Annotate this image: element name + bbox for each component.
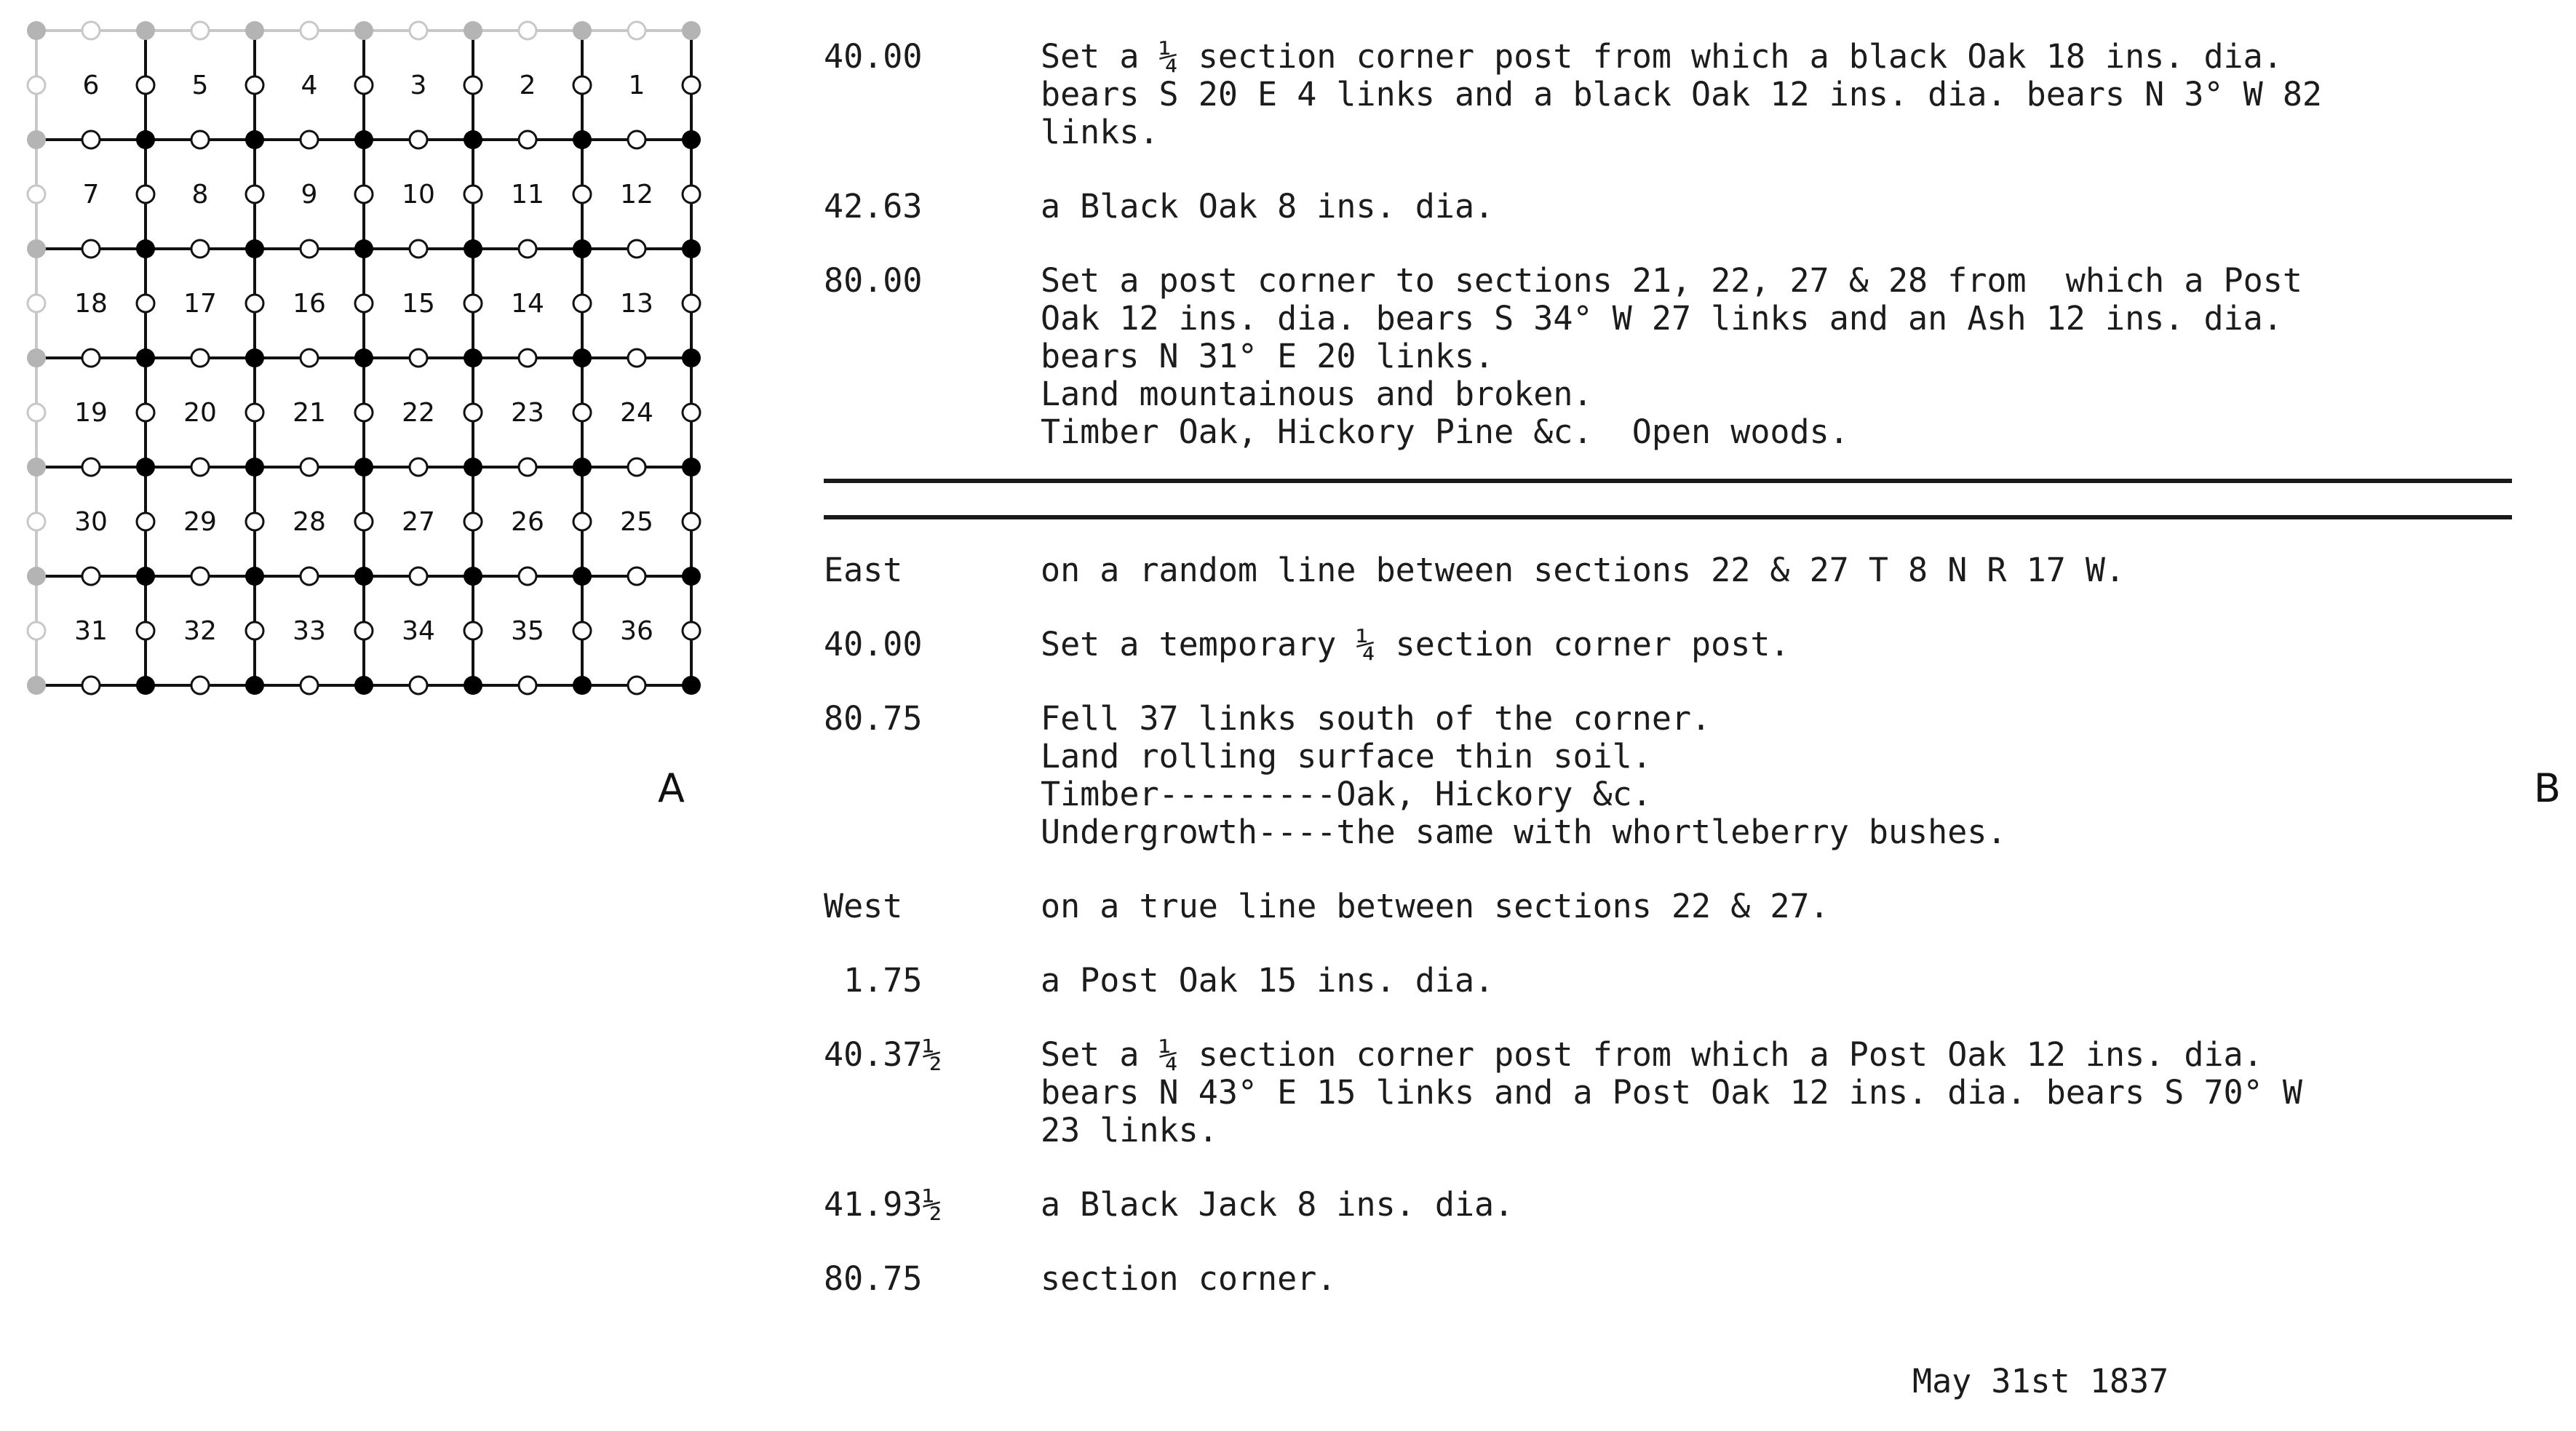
entry-line: Set a ¼ section corner post from which a black Oak 18 ins. dia.	[1041, 37, 2283, 76]
section-corner-marker	[573, 130, 592, 149]
entry-line: Land rolling surface thin soil.	[1041, 737, 1652, 776]
quarter-corner-marker	[464, 513, 482, 530]
quarter-corner-marker	[410, 349, 427, 367]
section-number: 11	[511, 180, 544, 210]
section-corner-marker	[682, 130, 701, 149]
quarter-corner-marker	[82, 22, 100, 39]
quarter-corner-marker	[410, 567, 427, 585]
quarter-corner-marker	[573, 622, 591, 639]
section-number: 16	[293, 289, 326, 319]
section-corner-marker	[573, 239, 592, 258]
section-number: 14	[511, 289, 544, 319]
section-number: 18	[74, 289, 108, 319]
section-corner-marker	[136, 130, 155, 149]
entry-description	[1041, 962, 2512, 1000]
entry-distance: 80.00	[824, 261, 923, 300]
field-note-entry	[824, 626, 2512, 663]
quarter-corner-marker	[82, 677, 100, 694]
quarter-corner-marker	[301, 458, 318, 476]
section-number: 25	[620, 507, 653, 537]
section-corner-marker	[136, 676, 155, 695]
quarter-corner-marker	[301, 349, 318, 367]
entry-line: a Black Oak 8 ins. dia.	[1041, 187, 1495, 226]
section-corner-marker	[27, 348, 46, 367]
quarter-corner-marker	[82, 240, 100, 258]
section-corner-marker	[136, 21, 155, 40]
quarter-corner-marker	[355, 295, 373, 312]
quarter-corner-marker	[410, 458, 427, 476]
entry-line: on a true line between sections 22 & 27.	[1041, 887, 1829, 925]
quarter-corner-marker	[573, 295, 591, 312]
entry-distance: 1.75	[824, 961, 923, 1000]
quarter-corner-marker	[519, 22, 536, 39]
quarter-corner-marker	[683, 76, 700, 94]
entry-line: bears S 20 E 4 links and a black Oak 12 ins. dia. bears N 3° W 82	[1041, 75, 2322, 113]
quarter-corner-marker	[137, 622, 154, 639]
quarter-corner-marker	[355, 622, 373, 639]
entry-line: on a random line between sections 22 & 27 T 8 N R 17 W.	[1041, 551, 2126, 589]
quarter-corner-marker	[137, 295, 154, 312]
section-number: 1	[628, 71, 645, 100]
quarter-corner-marker	[301, 677, 318, 694]
quarter-corner-marker	[82, 349, 100, 367]
section-corner-marker	[682, 567, 701, 586]
panel-label-b: B	[2534, 765, 2561, 811]
quarter-corner-marker	[28, 76, 45, 94]
quarter-corner-marker	[246, 295, 263, 312]
section-corner-marker	[245, 21, 264, 40]
section-corner-marker	[464, 567, 482, 586]
section-number: 22	[402, 398, 435, 428]
quarter-corner-marker	[355, 76, 373, 94]
section-corner-marker	[245, 130, 264, 149]
quarter-corner-marker	[355, 404, 373, 421]
quarter-corner-marker	[246, 404, 263, 421]
section-corner-marker	[573, 348, 592, 367]
entry-description	[1041, 38, 2512, 151]
section-corner-marker	[354, 21, 373, 40]
field-note-entry	[824, 1036, 2512, 1149]
quarter-corner-marker	[137, 186, 154, 203]
section-divider-rule	[824, 479, 2512, 483]
section-number: 12	[620, 180, 653, 210]
quarter-corner-marker	[628, 567, 645, 585]
quarter-corner-marker	[464, 76, 482, 94]
quarter-corner-marker	[519, 567, 536, 585]
section-corner-marker	[245, 458, 264, 477]
section-number: 24	[620, 398, 653, 428]
quarter-corner-marker	[82, 131, 100, 148]
section-corner-marker	[682, 348, 701, 367]
quarter-corner-marker	[464, 404, 482, 421]
entry-distance: West	[824, 887, 903, 925]
quarter-corner-marker	[519, 240, 536, 258]
field-note-entry	[824, 262, 2512, 451]
section-number: 9	[301, 180, 318, 210]
section-corner-marker	[27, 130, 46, 149]
quarter-corner-marker	[191, 240, 209, 258]
section-number: 5	[191, 71, 209, 100]
panel-label-a: A	[658, 765, 685, 811]
quarter-corner-marker	[628, 240, 645, 258]
quarter-corner-marker	[191, 567, 209, 585]
section-corner-marker	[682, 676, 701, 695]
section-number: 29	[183, 507, 217, 537]
entry-description	[1041, 1186, 2512, 1224]
quarter-corner-marker	[28, 295, 45, 312]
quarter-corner-marker	[191, 458, 209, 476]
section-number: 15	[402, 289, 435, 319]
quarter-corner-marker	[137, 513, 154, 530]
section-corner-marker	[136, 239, 155, 258]
section-corner-marker	[27, 458, 46, 477]
section-corner-marker	[245, 348, 264, 367]
entry-line: bears N 43° E 15 links and a Post Oak 12 ins. dia. bears S 70° W	[1041, 1073, 2302, 1112]
section-number: 35	[511, 616, 544, 646]
section-number: 26	[511, 507, 544, 537]
quarter-corner-marker	[464, 622, 482, 639]
section-corner-marker	[354, 130, 373, 149]
quarter-corner-marker	[301, 131, 318, 148]
quarter-corner-marker	[628, 22, 645, 39]
field-note-entry	[824, 188, 2512, 226]
entry-line: Set a post corner to sections 21, 22, 27 & 28 from which a Post	[1041, 261, 2302, 300]
entry-distance: 41.93½	[824, 1185, 942, 1224]
section-corner-marker	[573, 458, 592, 477]
section-number: 17	[183, 289, 217, 319]
entry-line: a Post Oak 15 ins. dia.	[1041, 961, 1495, 1000]
quarter-corner-marker	[191, 677, 209, 694]
entry-description	[1041, 1036, 2512, 1149]
quarter-corner-marker	[683, 513, 700, 530]
field-note-entry	[824, 700, 2512, 851]
quarter-corner-marker	[246, 622, 263, 639]
quarter-corner-marker	[573, 186, 591, 203]
section-corner-marker	[27, 676, 46, 695]
quarter-corner-marker	[683, 622, 700, 639]
entry-line: Land mountainous and broken.	[1041, 375, 1593, 413]
quarter-corner-marker	[82, 458, 100, 476]
quarter-corner-marker	[28, 404, 45, 421]
quarter-corner-marker	[246, 186, 263, 203]
quarter-corner-marker	[410, 677, 427, 694]
quarter-corner-marker	[573, 513, 591, 530]
entry-description	[1041, 700, 2512, 851]
section-number: 34	[402, 616, 435, 646]
section-number: 32	[183, 616, 217, 646]
field-note-entry	[824, 551, 2512, 589]
entry-line: links.	[1041, 113, 1159, 151]
entry-line: section corner.	[1041, 1259, 1337, 1298]
section-corner-marker	[136, 348, 155, 367]
section-corner-marker	[354, 567, 373, 586]
quarter-corner-marker	[410, 131, 427, 148]
section-corner-marker	[573, 567, 592, 586]
entry-distance: 40.00	[824, 625, 923, 663]
entry-description	[1041, 1260, 2512, 1298]
field-notes-date: May 31st 1837	[1912, 1362, 2169, 1400]
section-number: 13	[620, 289, 653, 319]
quarter-corner-marker	[191, 349, 209, 367]
quarter-corner-marker	[191, 131, 209, 148]
section-number: 23	[511, 398, 544, 428]
quarter-corner-marker	[410, 240, 427, 258]
section-corner-marker	[464, 130, 482, 149]
section-corner-marker	[354, 239, 373, 258]
section-number: 7	[82, 180, 100, 210]
section-corner-marker	[682, 458, 701, 477]
section-number: 8	[191, 180, 209, 210]
entry-distance: 42.63	[824, 187, 923, 226]
quarter-corner-marker	[573, 76, 591, 94]
quarter-corner-marker	[28, 513, 45, 530]
entry-line: Undergrowth----the same with whortleberry bushes.	[1041, 813, 2007, 851]
field-note-entry	[824, 962, 2512, 1000]
entry-description	[1041, 188, 2512, 226]
section-corner-marker	[27, 239, 46, 258]
section-number: 6	[82, 71, 100, 100]
section-number: 31	[74, 616, 108, 646]
quarter-corner-marker	[355, 513, 373, 530]
entry-description	[1041, 626, 2512, 663]
field-note-entry	[824, 1260, 2512, 1298]
field-note-entry	[824, 38, 2512, 151]
quarter-corner-marker	[519, 349, 536, 367]
section-corner-marker	[573, 676, 592, 695]
quarter-corner-marker	[137, 404, 154, 421]
section-corner-marker	[464, 458, 482, 477]
quarter-corner-marker	[355, 186, 373, 203]
section-number: 20	[183, 398, 217, 428]
section-corner-marker	[573, 21, 592, 40]
entry-distance: 80.75	[824, 699, 923, 738]
section-corner-marker	[682, 21, 701, 40]
quarter-corner-marker	[683, 295, 700, 312]
quarter-corner-marker	[519, 677, 536, 694]
quarter-corner-marker	[246, 76, 263, 94]
entry-description	[1041, 262, 2512, 451]
entry-line: 23 links.	[1041, 1111, 1218, 1149]
township-grid-diagram	[15, 15, 713, 698]
quarter-corner-marker	[246, 513, 263, 530]
entry-line: Fell 37 links south of the corner.	[1041, 699, 1712, 738]
section-divider-rule	[824, 515, 2512, 519]
entry-line: Set a temporary ¼ section corner post.	[1041, 625, 1790, 663]
section-corner-marker	[354, 676, 373, 695]
quarter-corner-marker	[28, 186, 45, 203]
section-corner-marker	[464, 239, 482, 258]
section-corner-marker	[464, 21, 482, 40]
section-corner-marker	[136, 458, 155, 477]
section-corner-marker	[245, 239, 264, 258]
quarter-corner-marker	[628, 349, 645, 367]
section-corner-marker	[464, 348, 482, 367]
quarter-corner-marker	[464, 186, 482, 203]
survey-field-notes	[824, 38, 2512, 1334]
entry-line: Timber---------Oak, Hickory &c.	[1041, 775, 1652, 813]
entry-distance: 40.37½	[824, 1035, 942, 1074]
field-note-entry	[824, 888, 2512, 925]
quarter-corner-marker	[628, 131, 645, 148]
quarter-corner-marker	[191, 22, 209, 39]
quarter-corner-marker	[683, 404, 700, 421]
section-corner-marker	[464, 676, 482, 695]
section-number: 36	[620, 616, 653, 646]
entry-distance: 80.75	[824, 1259, 923, 1298]
section-corner-marker	[136, 567, 155, 586]
entry-line: Set a ¼ section corner post from which a Post Oak 12 ins. dia.	[1041, 1035, 2263, 1074]
quarter-corner-marker	[628, 458, 645, 476]
section-corner-marker	[354, 348, 373, 367]
quarter-corner-marker	[410, 22, 427, 39]
section-corner-marker	[27, 21, 46, 40]
section-number: 27	[402, 507, 435, 537]
entry-distance: 40.00	[824, 37, 923, 76]
quarter-corner-marker	[82, 567, 100, 585]
section-number: 30	[74, 507, 108, 537]
quarter-corner-marker	[519, 131, 536, 148]
section-corner-marker	[245, 676, 264, 695]
section-corner-marker	[245, 567, 264, 586]
quarter-corner-marker	[28, 622, 45, 639]
section-number: 4	[301, 71, 318, 100]
section-number: 33	[293, 616, 326, 646]
quarter-corner-marker	[464, 295, 482, 312]
section-corner-marker	[27, 567, 46, 586]
section-number: 3	[410, 71, 427, 100]
entry-description	[1041, 888, 2512, 925]
quarter-corner-marker	[683, 186, 700, 203]
entry-distance: East	[824, 551, 903, 589]
section-number: 19	[74, 398, 108, 428]
section-number: 2	[519, 71, 536, 100]
quarter-corner-marker	[301, 240, 318, 258]
quarter-corner-marker	[628, 677, 645, 694]
section-number: 21	[293, 398, 326, 428]
section-corner-marker	[682, 239, 701, 258]
field-note-entry	[824, 1186, 2512, 1224]
section-number: 28	[293, 507, 326, 537]
entry-line: Oak 12 ins. dia. bears S 34° W 27 links and an Ash 12 ins. dia.	[1041, 299, 2283, 338]
quarter-corner-marker	[573, 404, 591, 421]
quarter-corner-marker	[137, 76, 154, 94]
entry-line: bears N 31° E 20 links.	[1041, 337, 1495, 375]
entry-description	[1041, 551, 2512, 589]
section-number: 10	[402, 180, 435, 210]
quarter-corner-marker	[301, 22, 318, 39]
section-corner-marker	[354, 458, 373, 477]
entry-line: Timber Oak, Hickory Pine &c. Open woods.	[1041, 412, 1849, 451]
quarter-corner-marker	[519, 458, 536, 476]
entry-line: a Black Jack 8 ins. dia.	[1041, 1185, 1514, 1224]
quarter-corner-marker	[301, 567, 318, 585]
